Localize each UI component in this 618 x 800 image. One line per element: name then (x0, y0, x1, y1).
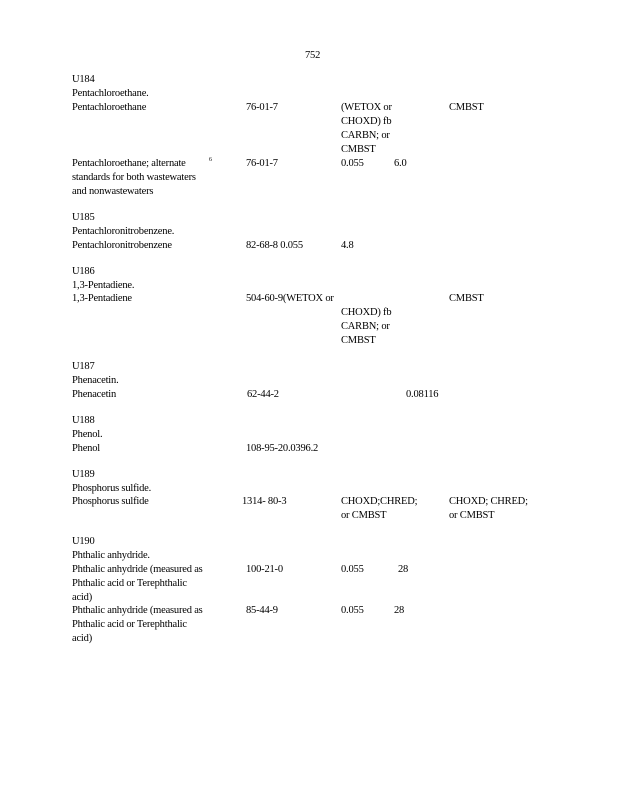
waste-code: U185 (72, 212, 95, 223)
constituent-name: 1,3-Pentadiene (72, 293, 132, 304)
waste-name: Phosphorus sulfide. (72, 483, 152, 494)
footnote-marker: 6 (209, 157, 212, 163)
waste-code: U188 (72, 415, 95, 426)
constituent-name: Phthalic acid or Terephthalic (72, 619, 187, 630)
wastewater-standard: CMBST (341, 144, 376, 155)
waste-name: Pentachloronitrobenzene. (72, 226, 175, 237)
cas-number: 85-44-9 (246, 605, 278, 616)
constituent-name: Phthalic anhydride (measured as (72, 605, 203, 616)
waste-code: U187 (72, 361, 95, 372)
waste-name: Phthalic anhydride. (72, 550, 150, 561)
cas-number: 62-44-2 (247, 389, 279, 400)
constituent-name: Phosphorus sulfide (72, 496, 149, 507)
wastewater-standard: 0.08116 (406, 389, 439, 400)
waste-code: U186 (72, 266, 95, 277)
constituent-name: acid) (72, 633, 92, 644)
nonwastewater-standard: 6.0 (394, 158, 407, 169)
wastewater-standard: (WETOX or (341, 102, 392, 113)
wastewater-standard: CHOXD) fb (341, 116, 392, 127)
waste-code: U189 (72, 469, 95, 480)
nonwastewater-standard: CMBST (449, 293, 484, 304)
cas-number: 100-21-0 (246, 564, 283, 575)
nonwastewater-standard: CMBST (449, 102, 484, 113)
cas-number: 76-01-7 (246, 158, 278, 169)
cas-and-wastewater: 504-60-9(WETOX or (246, 293, 334, 304)
constituent-name: Pentachloroethane (72, 102, 147, 113)
wastewater-standard: CHOXD;CHRED; (341, 496, 418, 507)
constituent-name: Phthalic anhydride (measured as (72, 564, 203, 575)
wastewater-standard: CARBN; or (341, 321, 390, 332)
wastewater-standard: 0.055 (341, 605, 364, 616)
wastewater-standard: 0.055 (341, 564, 364, 575)
cas-and-standards: 108-95-20.0396.2 (246, 443, 319, 454)
waste-name: Phenacetin. (72, 375, 119, 386)
constituent-name: standards for both wastewaters (72, 172, 196, 183)
constituent-name: Phthalic acid or Terephthalic (72, 578, 187, 589)
nonwastewater-standard: CHOXD; CHRED; (449, 496, 528, 507)
page-number: 752 (305, 50, 321, 61)
waste-name: 1,3-Pentadiene. (72, 280, 135, 291)
wastewater-standard: or CMBST (341, 510, 387, 521)
constituent-name: Phenacetin (72, 389, 117, 400)
nonwastewater-standard: 28 (398, 564, 409, 575)
waste-name: Phenol. (72, 429, 103, 440)
cas-and-wastewater: 82-68-8 0.055 (246, 240, 303, 251)
waste-name: Pentachloroethane. (72, 88, 149, 99)
cas-number: 1314- 80-3 (242, 496, 287, 507)
nonwastewater-standard: 4.8 (341, 240, 354, 251)
waste-code: U190 (72, 536, 95, 547)
wastewater-standard: CARBN; or (341, 130, 390, 141)
wastewater-standard: CHOXD) fb (341, 307, 392, 318)
nonwastewater-standard: 28 (394, 605, 405, 616)
constituent-name: Pentachloroethane; alternate (72, 158, 186, 169)
constituent-name: acid) (72, 592, 92, 603)
cas-number: 76-01-7 (246, 102, 278, 113)
constituent-name: Pentachloronitrobenzene (72, 240, 172, 251)
wastewater-standard: 0.055 (341, 158, 364, 169)
waste-code: U184 (72, 74, 95, 85)
nonwastewater-standard: or CMBST (449, 510, 495, 521)
wastewater-standard: CMBST (341, 335, 376, 346)
constituent-name: and nonwastewaters (72, 186, 154, 197)
constituent-name: Phenol (72, 443, 100, 454)
